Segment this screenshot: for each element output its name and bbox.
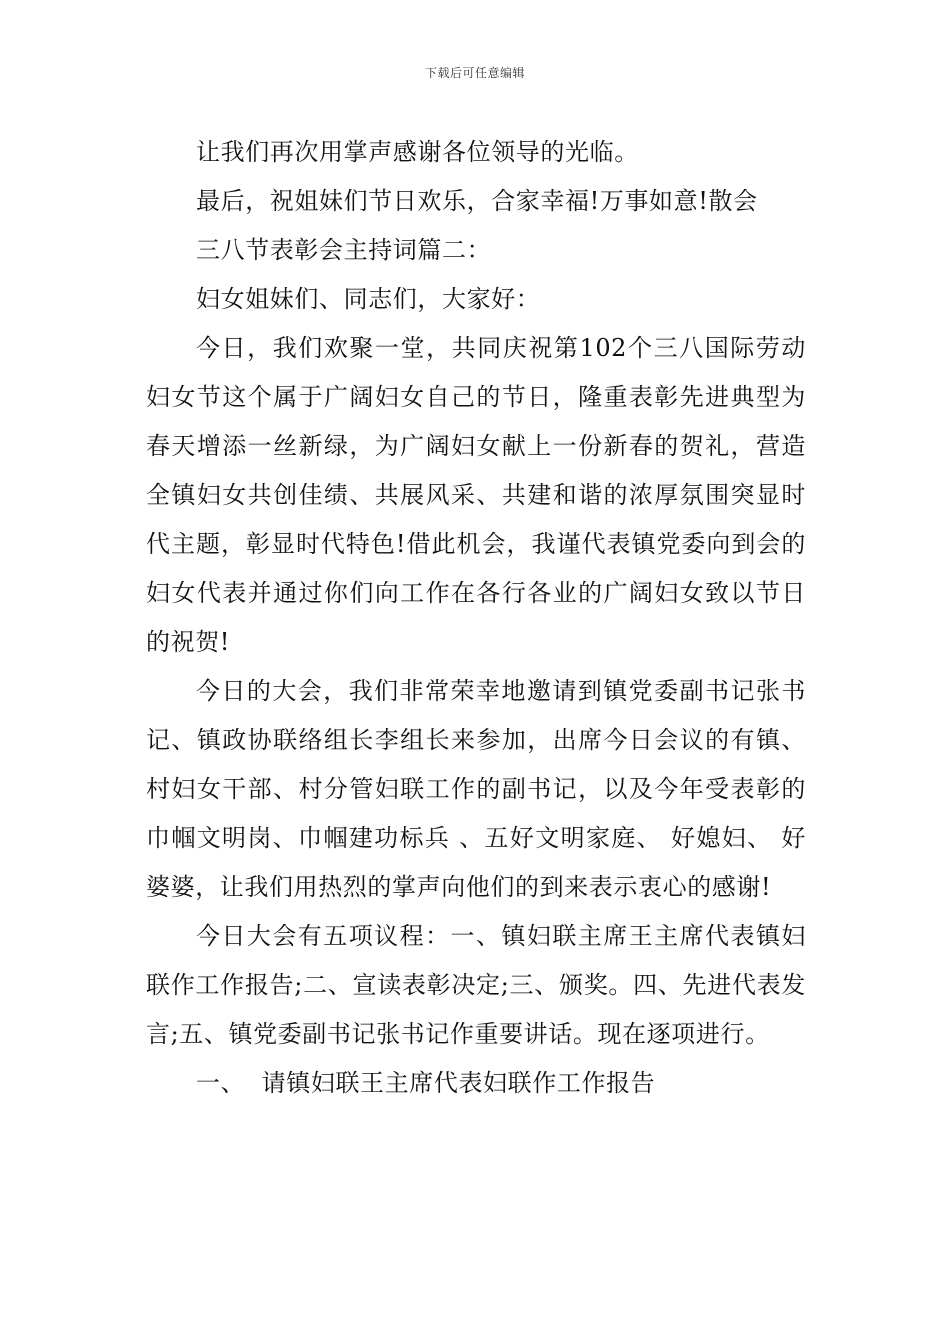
paragraph-greeting: 妇女姐妹们、同志们，大家好： xyxy=(196,285,541,313)
paragraph-agenda: 今日大会有五项议程：一、镇妇联主席王主席代表镇妇联作工作报告;二、宣读表彰决定;三、颁奖。四、先进代表发言;五、镇党委副书记张书记作重要讲话。现在逐项进行。 xyxy=(146,922,806,1048)
paragraph-thanks: 让我们再次用掌声感谢各位领导的光临。 xyxy=(196,138,639,166)
agenda-item-one: 一、 请镇妇联王主席代表妇联作工作报告 xyxy=(196,1069,656,1097)
paragraph-opening: 今日，我们欢聚一堂，共同庆祝第102个三八国际劳动妇女节这个属于广阔妇女自己的节日，隆重表彰先进典型为春天增添一丝新绿，为广阔妇女献上一份新春的贺礼，营造全镇妇女共创佳绩、共展风采、共建和谐的浓厚氛围突显时代主题，彰显时代特色!借此机会，我谨代表镇党委向到会的妇女代表并通过你们向工作在各行各业的广阔妇女致以节日的祝贺! xyxy=(146,334,806,656)
paragraph-guests: 今日的大会，我们非常荣幸地邀请到镇党委副书记张书记、镇政协联络组长李组长来参加，出席今日会议的有镇、村妇女干部、村分管妇联工作的副书记，以及今年受表彰的巾帼文明岗、巾帼建功标兵 、五好文明家庭、 好媳妇、 好婆婆，让我们用热烈的掌声向他们的到来表示衷心的感谢! xyxy=(146,677,806,901)
page-header-note: 下载后可任意编辑 xyxy=(424,66,525,80)
paragraph-closing-wishes: 最后，祝姐妹们节日欢乐，合家幸福!万事如意!散会 xyxy=(196,187,758,215)
section-title: 三八节表彰会主持词篇二： xyxy=(196,236,492,264)
document-body xyxy=(146,128,806,1108)
